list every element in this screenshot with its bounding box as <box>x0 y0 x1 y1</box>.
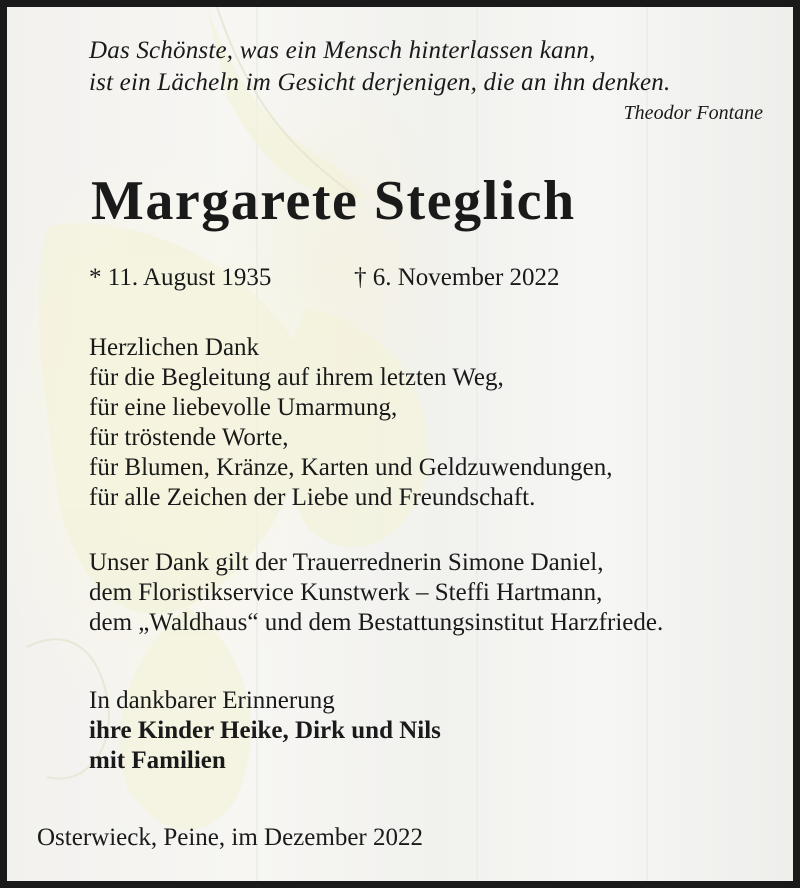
thanks-line: für Blumen, Kränze, Karten und Geldzuwendungen, <box>89 454 613 481</box>
thanks-line: für eine liebevolle Umarmung, <box>89 394 398 421</box>
deceased-name: Margarete Steglich <box>91 170 576 232</box>
quote-author: Theodor Fontane <box>623 102 763 124</box>
closing-signature <box>89 686 441 776</box>
quote-line: Das Schönste, was ein Mensch hinterlassen kann, <box>89 37 596 64</box>
quote-line: ist ein Lächeln im Gesicht derjenigen, die an ihn denken. <box>89 69 671 96</box>
acknowledgement-line: dem Floristikservice Kunstwerk – Steffi Hartmann, <box>89 579 603 606</box>
thanks-line: für die Begleitung auf ihrem letzten Weg, <box>89 364 504 391</box>
thanks-paragraph <box>89 333 612 513</box>
obituary-card <box>7 7 793 881</box>
closing-line: In dankbarer Erinnerung <box>89 687 335 714</box>
quote <box>89 35 670 99</box>
thanks-line: Herzlichen Dank <box>89 334 260 361</box>
family-names: ihre Kinder Heike, Dirk und Nils <box>89 717 441 744</box>
acknowledgement-line: Unser Dank gilt der Trauerrednerin Simone Daniel, <box>89 549 604 576</box>
family-suffix: mit Familien <box>89 747 226 774</box>
place-and-date: Osterwieck, Peine, im Dezember 2022 <box>37 824 423 851</box>
acknowledgement-line: dem „Waldhaus“ und dem Bestattungsinstitut Harzfriede. <box>89 609 664 636</box>
acknowledgements-paragraph <box>89 548 663 638</box>
thanks-line: für tröstende Worte, <box>89 424 289 451</box>
death-date: † 6. November 2022 <box>354 264 560 291</box>
birth-date: * 11. August 1935 <box>89 264 272 291</box>
thanks-line: für alle Zeichen der Liebe und Freundschaft. <box>89 484 536 511</box>
